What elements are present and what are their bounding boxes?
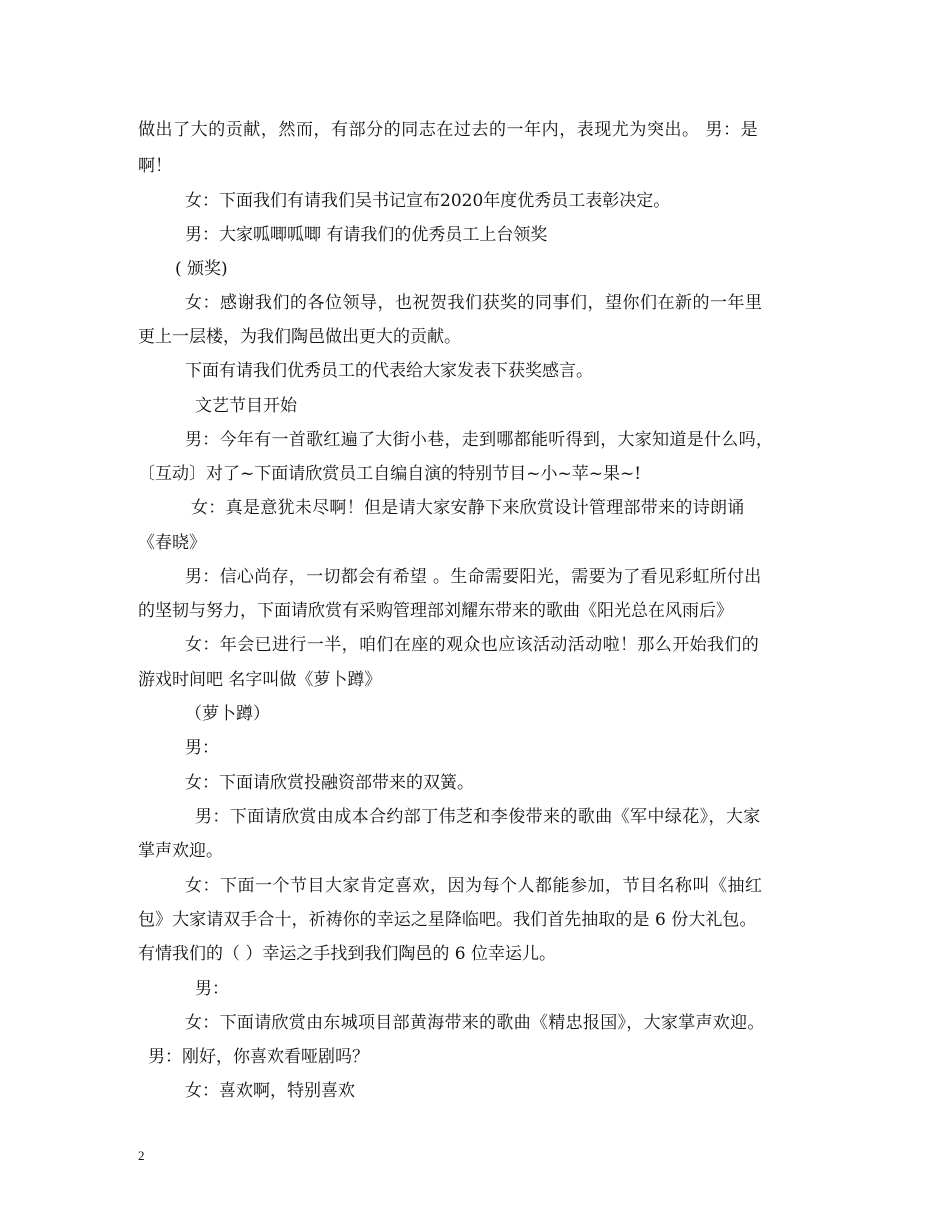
page-number: 2	[138, 1148, 145, 1163]
text-line: 游戏时间吧 名字叫做《萝卜蹲》	[138, 670, 382, 690]
text-line: 包》大家请双手合十，祈祷你的幸运之星降临吧。我们首先抽取的是 6 份大礼包。	[138, 910, 757, 930]
text-line: 女：下面请欣赏投融资部带来的双簧。	[185, 773, 474, 793]
text-line: （萝卜蹲）	[185, 704, 270, 724]
text-line: ( 颁奖)	[175, 259, 228, 279]
text-line: 女：下面请欣赏由东城项目部黄海带来的歌曲《精忠报国》，大家掌声欢迎。	[185, 1013, 765, 1033]
text-line: 女：下面我们有请我们吴书记宣布2020年度优秀员工表彰决定。	[185, 191, 671, 211]
text-line: 啊！	[138, 156, 172, 176]
text-line: 更上一层楼，为我们陶邑做出更大的贡献。	[138, 327, 461, 347]
text-line: 男：	[185, 738, 219, 758]
text-line: 女：真是意犹未尽啊！但是请大家安静下来欣赏设计管理部带来的诗朗诵	[191, 498, 745, 518]
text-line: 女：喜欢啊，特别喜欢	[185, 1081, 355, 1101]
text-line: 下面有请我们优秀员工的代表给大家发表下获奖感言。	[185, 361, 593, 381]
text-line: 女：年会已进行一半，咱们在座的观众也应该活动活动啦！那么开始我们的	[185, 635, 760, 655]
text-line: 男：下面请欣赏由成本合约部丁伟芝和李俊带来的歌曲《军中绿花》，大家	[195, 807, 761, 827]
text-line: 《春晓》	[138, 533, 206, 553]
text-line: 男：大家呱唧呱唧 有请我们的优秀员工上台领奖	[185, 225, 548, 245]
text-line: 的坚韧与努力，下面请欣赏有采购管理部刘耀东带来的歌曲《阳光总在风雨后》	[138, 601, 733, 621]
text-line: 〔互动〕对了~下面请欣赏员工自编自演的特别节目~小~苹~果~!	[138, 464, 642, 484]
text-line: 做出了大的贡献，然而，有部分的同志在过去的一年内，表现尤为突出。 男：是	[138, 120, 759, 140]
text-line: 男：	[195, 979, 229, 999]
text-line: 男：刚好，你喜欢看哑剧吗？	[148, 1047, 369, 1067]
text-line: 文艺节目开始	[195, 396, 297, 416]
text-line: 女：感谢我们的各位领导，也祝贺我们获奖的同事们，望你们在新的一年里	[185, 293, 763, 313]
text-line: 男：今年有一首歌红遍了大街小巷，走到哪都能听得到，大家知道是什么吗，	[185, 430, 774, 450]
text-line: 掌声欢迎。	[138, 841, 223, 861]
text-line: 有情我们的（ ）幸运之手找到我们陶邑的 6 位幸运儿。	[138, 944, 557, 964]
text-line: 女：下面一个节目大家肯定喜欢，因为每个人都能参加，节目名称叫《抽红	[185, 876, 763, 896]
text-line: 男：信心尚存，一切都会有希望 。生命需要阳光，需要为了看见彩虹所付出	[185, 567, 762, 587]
